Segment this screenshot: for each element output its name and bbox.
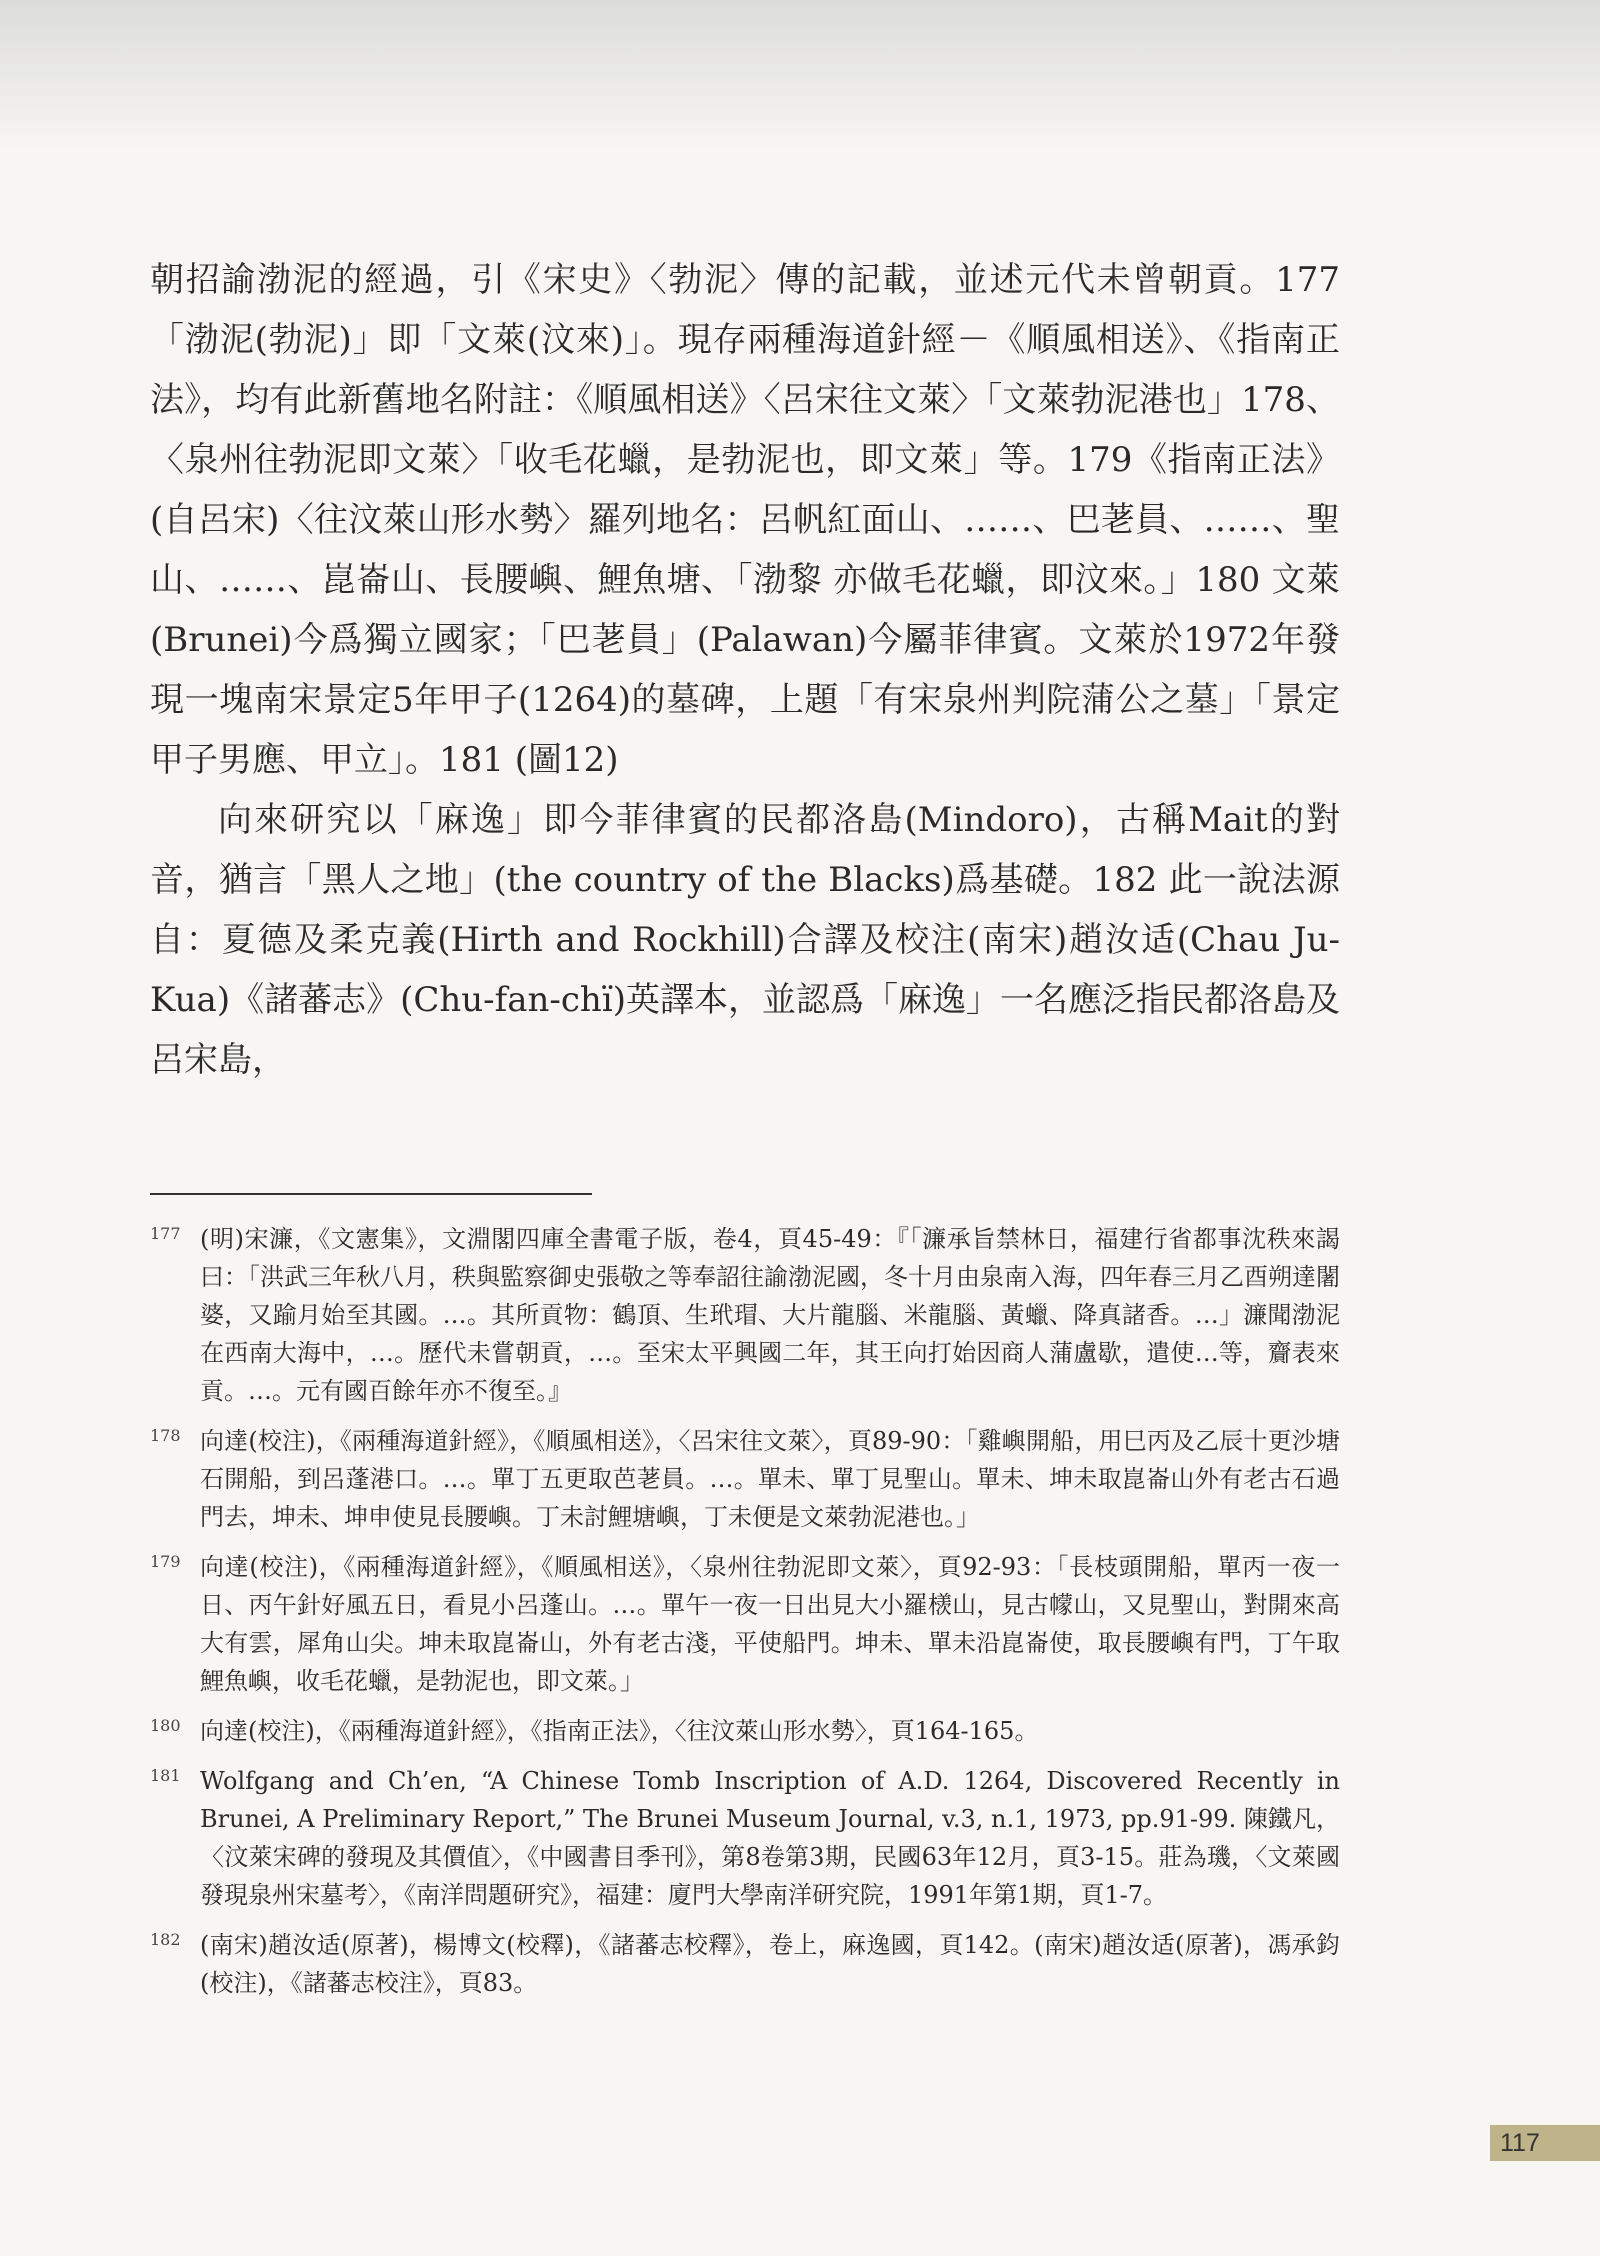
footnote-178 [150, 1422, 1340, 1536]
scan-shadow [0, 0, 1600, 150]
main-text [150, 250, 1340, 1090]
footnote-number: 178 [150, 1426, 181, 1445]
footnote-text: (南宋)趙汝适(原著)，楊博文(校釋)，《諸蕃志校釋》，卷上，麻逸國，頁142。(南宋)趙汝适(原著)，馮承鈞(校注)，《諸蕃志校注》，頁83。 [200, 1931, 1340, 1997]
footnote-177 [150, 1220, 1340, 1410]
footnote-text: 向達(校注)，《兩種海道針經》，《指南正法》，〈往汶萊山形水勢〉，頁164-165。 [200, 1717, 1039, 1745]
footnote-number: 179 [150, 1552, 181, 1571]
footnote-number: 177 [150, 1224, 181, 1243]
footnote-text: 向達(校注)，《兩種海道針經》，《順風相送》，〈呂宋往文萊〉，頁89-90：「雞嶼開船，用巳丙及乙辰十更沙塘石開船，到呂蓬港口。…。單丁五更取芭荖員。…。單未、單丁見聖山。單未、坤未取崑崙山外有老古石過門去，坤未、坤申使見長腰嶼。丁未討鯉塘嶼，丁未便是文萊勃泥港也。」 [200, 1427, 1340, 1531]
footnote-181 [150, 1762, 1340, 1914]
body-paragraph-1: 朝招諭渤泥的經過，引《宋史》〈勃泥〉傳的記載，並述元代未曾朝貢。177「渤泥(勃泥)」即「文萊(汶來)」。現存兩種海道針經－《順風相送》、《指南正法》，均有此新舊地名附註：《順風相送》〈呂宋往文萊〉「文萊勃泥港也」178、〈泉州往勃泥即文萊〉「收毛花蠟，是勃泥也，即文萊」等。179《指南正法》(自呂宋)〈往汶萊山形水勢〉羅列地名：呂帆紅面山、……、巴荖員、……、聖山、……、崑崙山、長腰嶼、鯉魚塘、「渤黎 亦做毛花蠟，即汶來。」180 文萊(Brunei)今爲獨立國家；「巴荖員」(Palawan)今屬菲律賓。文萊於1972年發現一塊南宋景定5年甲子(1264)的墓碑，上題「有宋泉州判院蒲公之墓」「景定甲子男應、甲立」。181 (圖12) [150, 260, 1340, 780]
footnote-divider [150, 1193, 592, 1195]
page-number: 117 [1490, 2125, 1600, 2161]
footnote-number: 180 [150, 1716, 181, 1735]
footnote-182 [150, 1926, 1340, 2002]
footnote-text: 向達(校注)，《兩種海道針經》，《順風相送》，〈泉州往勃泥即文萊〉，頁92-93：「長枝頭開船，單丙一夜一日、丙午針好風五日，看見小呂蓬山。…。單午一夜一日出見大小羅檨山，見古幪山，又見聖山，對開來高大有雲，犀角山尖。坤未取崑崙山，外有老古淺，平使船門。坤未、單未沿崑崙使，取長腰嶼有門，丁午取鯉魚嶼，收毛花蠟，是勃泥也，即文萊。」 [200, 1553, 1340, 1695]
footnote-number: 181 [150, 1766, 181, 1785]
footnote-text: (明)宋濂，《文憲集》，文淵閣四庫全書電子版，卷4，頁45-49：『「濂承旨禁林日，福建行省都事沈秩來謁曰：「洪武三年秋八月，秩與監察御史張敬之等奉詔往諭渤泥國，冬十月由泉南入海，四年春三月乙酉朔達闍婆，又踰月始至其國。…。其所貢物：鶴頂、生玳瑁、大片龍腦、米龍腦、黃蠟、降真諸香。…」濂聞渤泥在西南大海中，…。歷代未嘗朝貢，…。至宋太平興國二年，其王向打始因商人蒲盧歇，遣使…等，齎表來貢。…。元有國百餘年亦不復至。』 [200, 1225, 1340, 1405]
footnote-179 [150, 1548, 1340, 1700]
footnote-number: 182 [150, 1930, 181, 1949]
body-paragraph-2: 向來研究以「麻逸」即今菲律賓的民都洛島(Mindoro)，古稱Mait的對音，猶言「黑人之地」(the country of the Blacks)爲基礎。182 此一說法源自：夏德及柔克義(Hirth and Rockhill)合譯及校注(南宋)趙汝适(Chau Ju-Kua)《諸蕃志》(Chu-fan-chï)英譯本，並認爲「麻逸」一名應泛指民都洛島及呂宋島， [150, 800, 1340, 1080]
footnotes [150, 1220, 1340, 2014]
footnote-text: Wolfgang and Ch’en, “A Chinese Tomb Inscription of A.D. 1264, Discovered Recently in Brunei, A Preliminary Report,” The Brunei Museum Journal, v.3, n.1, 1973, pp.91-99. 陳鐵凡，〈汶萊宋碑的發現及其價值〉，《中國書目季刊》，第8卷第3期，民國63年12月，頁3-15。莊為璣，〈文萊國發現泉州宋墓考〉，《南洋問題研究》，福建：廈門大學南洋研究院，1991年第1期，頁1-7。 [200, 1767, 1340, 1909]
footnote-180 [150, 1712, 1340, 1750]
